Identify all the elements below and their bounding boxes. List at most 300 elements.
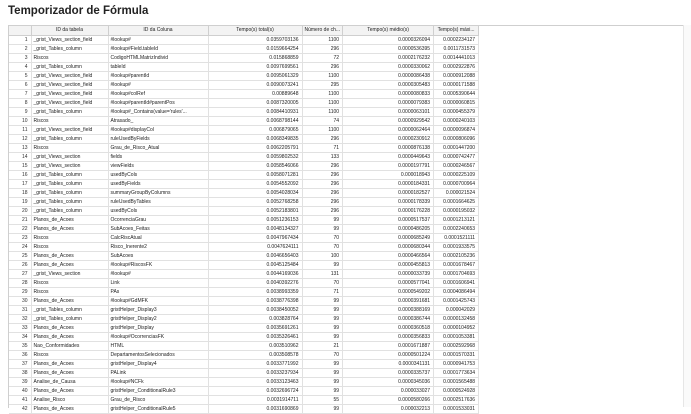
column-id-cell[interactable]: SubAcoes_Feitas	[108, 225, 208, 234]
max-time-cell[interactable]: 0.0002234127	[434, 36, 479, 45]
calls-cell[interactable]: 74	[302, 117, 343, 126]
row-number[interactable]: 21	[9, 216, 31, 225]
calls-cell[interactable]: 1100	[302, 108, 343, 117]
table-id-cell[interactable]: _grist_Views_section_field	[31, 90, 108, 99]
table-id-cell[interactable]: Riscos	[31, 279, 108, 288]
column-id-cell[interactable]: CalcRiscAtual	[108, 234, 208, 243]
table-id-cell[interactable]: Riscos	[31, 54, 108, 63]
total-time-cell[interactable]: 0.0048134327	[208, 225, 302, 234]
calls-cell[interactable]: 70	[302, 234, 343, 243]
table-row[interactable]	[9, 81, 479, 90]
avg-time-cell[interactable]: 0.0000517537	[343, 216, 434, 225]
total-time-cell[interactable]: 0.0097699561	[208, 63, 302, 72]
table-id-cell[interactable]: Planos_de_Acoes	[31, 369, 108, 378]
avg-time-cell[interactable]: 0.0000176228	[343, 207, 434, 216]
total-time-cell[interactable]: 0.0090073241	[208, 81, 302, 90]
total-time-cell[interactable]: 0.0058071281	[208, 171, 302, 180]
table-row[interactable]	[9, 405, 479, 414]
max-time-cell[interactable]: 0.0000132458	[434, 315, 479, 324]
table-row[interactable]	[9, 234, 479, 243]
max-time-cell[interactable]: 0.0000104952	[434, 324, 479, 333]
total-time-cell[interactable]: 0.0035326461	[208, 333, 302, 342]
total-time-cell[interactable]: 0.0054552092	[208, 180, 302, 189]
max-time-cell[interactable]: 0.0001533031	[434, 405, 479, 414]
column-header-total-time[interactable]: Tempo(s) total(s)	[208, 26, 302, 36]
avg-time-cell[interactable]: 0.0000080833	[343, 90, 434, 99]
table-row[interactable]	[9, 135, 479, 144]
table-id-cell[interactable]: _grist_Tables_column	[31, 135, 108, 144]
row-number[interactable]: 12	[9, 135, 31, 144]
table-row[interactable]	[9, 90, 479, 99]
table-id-cell[interactable]: _grist_Views_section	[31, 153, 108, 162]
column-id-cell[interactable]: Atrasado_	[108, 117, 208, 126]
column-header-column-id[interactable]: ID da Coluna	[108, 26, 208, 36]
table-row[interactable]	[9, 63, 479, 72]
table-id-cell[interactable]: _grist_Tables_column	[31, 306, 108, 315]
table-id-cell[interactable]: _grist_Views_section_field	[31, 99, 108, 108]
max-time-cell[interactable]: 0.0001425743	[434, 297, 479, 306]
column-id-cell[interactable]: ruleUsedByTables	[108, 198, 208, 207]
table-id-cell[interactable]: Planos_de_Acoes	[31, 297, 108, 306]
calls-cell[interactable]: 99	[302, 369, 343, 378]
calls-cell[interactable]: 296	[302, 63, 343, 72]
column-id-cell[interactable]: HTML	[108, 342, 208, 351]
row-number[interactable]: 29	[9, 288, 31, 297]
avg-time-cell[interactable]: 0.0000063101	[343, 108, 434, 117]
total-time-cell[interactable]: 0.0059802532	[208, 153, 302, 162]
total-time-cell[interactable]: 0.0047967434	[208, 234, 302, 243]
table-row[interactable]	[9, 387, 479, 396]
calls-cell[interactable]: 72	[302, 54, 343, 63]
total-time-cell[interactable]: 0.0038450052	[208, 306, 302, 315]
total-time-cell[interactable]: 0.015868859	[208, 54, 302, 63]
calls-cell[interactable]: 99	[302, 387, 343, 396]
calls-cell[interactable]: 99	[302, 360, 343, 369]
row-number[interactable]: 36	[9, 351, 31, 360]
column-id-cell[interactable]: SubAcoes	[108, 252, 208, 261]
calls-cell[interactable]: 131	[302, 270, 343, 279]
column-id-cell[interactable]: gristHelper_ConditionalRule3	[108, 387, 208, 396]
max-time-cell[interactable]: 0.0002922876	[434, 63, 479, 72]
row-number[interactable]: 22	[9, 225, 31, 234]
calls-cell[interactable]: 99	[302, 216, 343, 225]
table-row[interactable]	[9, 369, 479, 378]
column-id-cell[interactable]: #lookup#OcorrenciasFK	[108, 333, 208, 342]
table-row[interactable]	[9, 153, 479, 162]
row-number[interactable]: 42	[9, 405, 31, 414]
calls-cell[interactable]: 99	[302, 225, 343, 234]
calls-cell[interactable]: 100	[302, 252, 343, 261]
column-id-cell[interactable]: #lookup#	[108, 36, 208, 45]
table-row[interactable]	[9, 117, 479, 126]
table-row[interactable]	[9, 198, 479, 207]
column-id-cell[interactable]: #lookup#	[108, 81, 208, 90]
column-id-cell[interactable]: Link	[108, 279, 208, 288]
column-id-cell[interactable]: #lookup#Field.tableId	[108, 45, 208, 54]
table-row[interactable]	[9, 261, 479, 270]
total-time-cell[interactable]: 0.003510962	[208, 342, 302, 351]
total-time-cell[interactable]: 0.0033771992	[208, 360, 302, 369]
column-id-cell[interactable]: #lookup#RiscosFK	[108, 261, 208, 270]
calls-cell[interactable]: 70	[302, 243, 343, 252]
table-row[interactable]	[9, 126, 479, 135]
total-time-cell[interactable]: 0.0068798144	[208, 117, 302, 126]
avg-time-cell[interactable]: 0.0001671887	[343, 342, 434, 351]
avg-time-cell[interactable]: 0.000018943	[343, 171, 434, 180]
max-time-cell[interactable]: 0.0005390644	[434, 90, 479, 99]
table-row[interactable]	[9, 360, 479, 369]
calls-cell[interactable]: 296	[302, 135, 343, 144]
calls-cell[interactable]: 70	[302, 279, 343, 288]
calls-cell[interactable]: 296	[302, 162, 343, 171]
avg-time-cell[interactable]: 0.0000197791	[343, 162, 434, 171]
row-number[interactable]: 5	[9, 72, 31, 81]
total-time-cell[interactable]: 0.0084410931	[208, 108, 302, 117]
row-number-header[interactable]	[9, 26, 31, 36]
column-id-cell[interactable]: #lookup#	[108, 270, 208, 279]
table-id-cell[interactable]: _grist_Views_section_field	[31, 36, 108, 45]
row-number[interactable]: 23	[9, 234, 31, 243]
table-id-cell[interactable]: Planos_de_Acoes	[31, 360, 108, 369]
calls-cell[interactable]: 99	[302, 405, 343, 414]
max-time-cell[interactable]: 0.0014441013	[434, 54, 479, 63]
row-number[interactable]: 2	[9, 45, 31, 54]
table-id-cell[interactable]: Planos_de_Acoes	[31, 225, 108, 234]
total-time-cell[interactable]: 0.0095061329	[208, 72, 302, 81]
column-id-cell[interactable]: usedByCols	[108, 171, 208, 180]
table-row[interactable]	[9, 171, 479, 180]
total-time-cell[interactable]: 0.00889648	[208, 90, 302, 99]
column-id-cell[interactable]: OcorrenciaGrau	[108, 216, 208, 225]
column-id-cell[interactable]: #lookup#_Contains(value='rules'...	[108, 108, 208, 117]
calls-cell[interactable]: 296	[302, 45, 343, 54]
max-time-cell[interactable]: 0.0001606941	[434, 279, 479, 288]
calls-cell[interactable]: 296	[302, 171, 343, 180]
total-time-cell[interactable]: 0.0033123463	[208, 378, 302, 387]
table-id-cell[interactable]: _grist_Tables_column	[31, 171, 108, 180]
max-time-cell[interactable]: 0.0000225109	[434, 171, 479, 180]
table-id-cell[interactable]: Planos_de_Acoes	[31, 333, 108, 342]
total-time-cell[interactable]: 0.0087320005	[208, 99, 302, 108]
table-row[interactable]	[9, 54, 479, 63]
table-id-cell[interactable]: _grist_Tables_column	[31, 198, 108, 207]
total-time-cell[interactable]: 0.003828764	[208, 315, 302, 324]
avg-time-cell[interactable]: 0.0000335737	[343, 369, 434, 378]
table-row[interactable]	[9, 333, 479, 342]
table-id-cell[interactable]: Planos_de_Acoes	[31, 324, 108, 333]
calls-cell[interactable]: 99	[302, 378, 343, 387]
column-id-cell[interactable]: gristHelper_Display4	[108, 360, 208, 369]
calls-cell[interactable]: 296	[302, 180, 343, 189]
table-id-cell[interactable]: Planos_de_Acoes	[31, 261, 108, 270]
max-time-cell[interactable]: 0.0002240653	[434, 225, 479, 234]
max-time-cell[interactable]: 0.0000912088	[434, 72, 479, 81]
calls-cell[interactable]: 296	[302, 189, 343, 198]
avg-time-cell[interactable]: 0.0000182527	[343, 189, 434, 198]
column-header-max-time[interactable]: Tempo(s) máxi...	[434, 26, 479, 36]
row-number[interactable]: 19	[9, 198, 31, 207]
avg-time-cell[interactable]: 0.0000391681	[343, 297, 434, 306]
vertical-scrollbar[interactable]	[683, 25, 691, 407]
avg-time-cell[interactable]: 0.0000326094	[343, 36, 434, 45]
max-time-cell[interactable]: 0.0001933575	[434, 243, 479, 252]
calls-cell[interactable]: 99	[302, 261, 343, 270]
table-row[interactable]	[9, 342, 479, 351]
row-number[interactable]: 4	[9, 63, 31, 72]
table-id-cell[interactable]: _grist_Tables_column	[31, 207, 108, 216]
table-row[interactable]	[9, 288, 479, 297]
total-time-cell[interactable]: 0.006879065	[208, 126, 302, 135]
column-id-cell[interactable]: Grau_de_Risco	[108, 396, 208, 405]
row-number[interactable]: 26	[9, 261, 31, 270]
column-header-avg-time[interactable]: Tempo(s) médio(s)	[343, 26, 434, 36]
row-number[interactable]: 18	[9, 189, 31, 198]
avg-time-cell[interactable]: 0.0000486205	[343, 225, 434, 234]
row-number[interactable]: 10	[9, 117, 31, 126]
calls-cell[interactable]: 99	[302, 324, 343, 333]
table-id-cell[interactable]: Riscos	[31, 351, 108, 360]
row-number[interactable]: 9	[9, 108, 31, 117]
total-time-cell[interactable]: 0.0047624111	[208, 243, 302, 252]
row-number[interactable]: 38	[9, 369, 31, 378]
column-id-cell[interactable]: summaryGroupByColumns	[108, 189, 208, 198]
row-number[interactable]: 16	[9, 171, 31, 180]
total-time-cell[interactable]: 0.0046656403	[208, 252, 302, 261]
table-id-cell[interactable]: _grist_Tables_column	[31, 45, 108, 54]
column-id-cell[interactable]: PAs	[108, 288, 208, 297]
column-id-cell[interactable]: #lookup#colRef	[108, 90, 208, 99]
max-time-cell[interactable]: 0.0002105236	[434, 252, 479, 261]
row-number[interactable]: 11	[9, 126, 31, 135]
table-row[interactable]	[9, 396, 479, 405]
table-id-cell[interactable]: Riscos	[31, 234, 108, 243]
table-row[interactable]	[9, 351, 479, 360]
avg-time-cell[interactable]: 0.0000360518	[343, 324, 434, 333]
table-row[interactable]	[9, 180, 479, 189]
table-id-cell[interactable]: _grist_Tables_column	[31, 63, 108, 72]
calls-cell[interactable]: 296	[302, 207, 343, 216]
row-number[interactable]: 3	[9, 54, 31, 63]
total-time-cell[interactable]: 0.0062205791	[208, 144, 302, 153]
max-time-cell[interactable]: 0.0001664625	[434, 198, 479, 207]
max-time-cell[interactable]: 0.0000941753	[434, 360, 479, 369]
row-number[interactable]: 34	[9, 333, 31, 342]
max-time-cell[interactable]: 0.0001678467	[434, 261, 479, 270]
max-time-cell[interactable]: 0.0000060815	[434, 99, 479, 108]
column-id-cell[interactable]: usedByFields	[108, 180, 208, 189]
table-row[interactable]	[9, 252, 479, 261]
table-id-cell[interactable]: Planos_de_Acoes	[31, 216, 108, 225]
column-header-table-id[interactable]: ID da tabela	[31, 26, 108, 36]
row-number[interactable]: 39	[9, 378, 31, 387]
column-id-cell[interactable]: #lookup#NCFk	[108, 378, 208, 387]
total-time-cell[interactable]: 0.0031690869	[208, 405, 302, 414]
avg-time-cell[interactable]: 0.0000356833	[343, 333, 434, 342]
calls-cell[interactable]: 99	[302, 306, 343, 315]
row-number[interactable]: 20	[9, 207, 31, 216]
max-time-cell[interactable]: 0.0000171588	[434, 81, 479, 90]
max-time-cell[interactable]: 0.0000195032	[434, 207, 479, 216]
avg-time-cell[interactable]: 0.0000455813	[343, 261, 434, 270]
avg-time-cell[interactable]: 0.0000466564	[343, 252, 434, 261]
calls-cell[interactable]: 99	[302, 315, 343, 324]
total-time-cell[interactable]: 0.0033237934	[208, 369, 302, 378]
column-id-cell[interactable]: #lookup#GdMFK	[108, 297, 208, 306]
table-id-cell[interactable]: Riscos	[31, 243, 108, 252]
max-time-cell[interactable]: 0.0001521111	[434, 234, 479, 243]
row-number[interactable]: 30	[9, 297, 31, 306]
total-time-cell[interactable]: 0.0051236153	[208, 216, 302, 225]
max-time-cell[interactable]: 0.0001053381	[434, 333, 479, 342]
avg-time-cell[interactable]: 0.0000388169	[343, 306, 434, 315]
table-id-cell[interactable]: Planos_de_Acoes	[31, 252, 108, 261]
column-header-calls[interactable]: Número de ch...	[302, 26, 343, 36]
calls-cell[interactable]: 1100	[302, 72, 343, 81]
total-time-cell[interactable]: 0.0359703136	[208, 36, 302, 45]
max-time-cell[interactable]: 0.0001213121	[434, 216, 479, 225]
table-id-cell[interactable]: Planos_de_Acoes	[31, 405, 108, 414]
total-time-cell[interactable]: 0.0038776398	[208, 297, 302, 306]
calls-cell[interactable]: 99	[302, 297, 343, 306]
table-id-cell[interactable]: Analise_Risco	[31, 396, 108, 405]
table-id-cell[interactable]: Riscos	[31, 144, 108, 153]
max-time-cell[interactable]: 0.000021524	[434, 189, 479, 198]
max-time-cell[interactable]: 0.0011731573	[434, 45, 479, 54]
column-id-cell[interactable]: #lookup#parentId	[108, 72, 208, 81]
row-number[interactable]: 35	[9, 342, 31, 351]
avg-time-cell[interactable]: 0.0000680344	[343, 243, 434, 252]
max-time-cell[interactable]: 0.000042029	[434, 306, 479, 315]
row-number[interactable]: 28	[9, 279, 31, 288]
avg-time-cell[interactable]: 0.0000501224	[343, 351, 434, 360]
column-id-cell[interactable]: Risco_Inerente2	[108, 243, 208, 252]
column-id-cell[interactable]: PALink	[108, 369, 208, 378]
formula-timer-grid[interactable]	[8, 25, 684, 412]
table-row[interactable]	[9, 72, 479, 81]
column-id-cell[interactable]: viewFields	[108, 162, 208, 171]
total-time-cell[interactable]: 0.0052768258	[208, 198, 302, 207]
avg-time-cell[interactable]: 0.0000386744	[343, 315, 434, 324]
table-row[interactable]	[9, 297, 479, 306]
column-id-cell[interactable]: gristHelper_Display	[108, 324, 208, 333]
calls-cell[interactable]: 1100	[302, 126, 343, 135]
calls-cell[interactable]: 296	[302, 198, 343, 207]
total-time-cell[interactable]: 0.0054028034	[208, 189, 302, 198]
avg-time-cell[interactable]: 0.0000577041	[343, 279, 434, 288]
max-time-cell[interactable]: 0.0001565488	[434, 378, 479, 387]
table-id-cell[interactable]: _grist_Views_section_field	[31, 72, 108, 81]
row-number[interactable]: 7	[9, 90, 31, 99]
avg-time-cell[interactable]: 0.0000536395	[343, 45, 434, 54]
table-row[interactable]	[9, 36, 479, 45]
column-id-cell[interactable]: gristHelper_Display2	[108, 315, 208, 324]
table-row[interactable]	[9, 315, 479, 324]
avg-time-cell[interactable]: 0.0000305483	[343, 81, 434, 90]
max-time-cell[interactable]: 0.0000096874	[434, 126, 479, 135]
table-id-cell[interactable]: _grist_Tables_column	[31, 315, 108, 324]
avg-time-cell[interactable]: 0.0000330062	[343, 63, 434, 72]
avg-time-cell[interactable]: 0.0000876138	[343, 144, 434, 153]
table-id-cell[interactable]: Riscos	[31, 117, 108, 126]
avg-time-cell[interactable]: 0.000033027	[343, 387, 434, 396]
total-time-cell[interactable]: 0.0068349835	[208, 135, 302, 144]
avg-time-cell[interactable]: 0.0000345036	[343, 378, 434, 387]
table-id-cell[interactable]: Planos_de_Acoes	[31, 387, 108, 396]
table-id-cell[interactable]: _grist_Tables_column	[31, 108, 108, 117]
max-time-cell[interactable]: 0.0002517636	[434, 396, 479, 405]
row-number[interactable]: 31	[9, 306, 31, 315]
table-id-cell[interactable]: _grist_Views_section_field	[31, 126, 108, 135]
table-row[interactable]	[9, 207, 479, 216]
max-time-cell[interactable]: 0.0000246567	[434, 162, 479, 171]
table-row[interactable]	[9, 324, 479, 333]
table-id-cell[interactable]: _grist_Views_section	[31, 270, 108, 279]
max-time-cell[interactable]: 0.0002592968	[434, 342, 479, 351]
table-row[interactable]	[9, 270, 479, 279]
total-time-cell[interactable]: 0.0035691261	[208, 324, 302, 333]
avg-time-cell[interactable]: 0.000032213	[343, 405, 434, 414]
table-row[interactable]	[9, 279, 479, 288]
avg-time-cell[interactable]: 0.0000580266	[343, 396, 434, 405]
table-row[interactable]	[9, 225, 479, 234]
avg-time-cell[interactable]: 0.0000685249	[343, 234, 434, 243]
row-number[interactable]: 8	[9, 99, 31, 108]
avg-time-cell[interactable]: 0.0000086438	[343, 72, 434, 81]
total-time-cell[interactable]: 0.003508578	[208, 351, 302, 360]
max-time-cell[interactable]: 0.0001704693	[434, 270, 479, 279]
column-id-cell[interactable]: gristHelper_Display3	[108, 306, 208, 315]
calls-cell[interactable]: 21	[302, 342, 343, 351]
max-time-cell[interactable]: 0.0001447200	[434, 144, 479, 153]
row-number[interactable]: 6	[9, 81, 31, 90]
column-id-cell[interactable]: CodigoHTMLMatrizIndivid	[108, 54, 208, 63]
total-time-cell[interactable]: 0.0045125484	[208, 261, 302, 270]
table-id-cell[interactable]: Nao_Conformidades	[31, 342, 108, 351]
table-row[interactable]	[9, 189, 479, 198]
calls-cell[interactable]: 70	[302, 351, 343, 360]
column-id-cell[interactable]: gristHelper_ConditionalRule5	[108, 405, 208, 414]
column-id-cell[interactable]: fields	[108, 153, 208, 162]
avg-time-cell[interactable]: 0.0000230912	[343, 135, 434, 144]
table-id-cell[interactable]: _grist_Tables_column	[31, 189, 108, 198]
table-id-cell[interactable]: _grist_Views_section_field	[31, 81, 108, 90]
max-time-cell[interactable]: 0.0000455379	[434, 108, 479, 117]
table-row[interactable]	[9, 144, 479, 153]
table-id-cell[interactable]: Analise_de_Causa	[31, 378, 108, 387]
table-row[interactable]	[9, 45, 479, 54]
calls-cell[interactable]: 1100	[302, 90, 343, 99]
column-id-cell[interactable]: tableId	[108, 63, 208, 72]
calls-cell[interactable]: 1100	[302, 36, 343, 45]
row-number[interactable]: 41	[9, 396, 31, 405]
avg-time-cell[interactable]: 0.0000033739	[343, 270, 434, 279]
calls-cell[interactable]: 71	[302, 288, 343, 297]
total-time-cell[interactable]: 0.0052183801	[208, 207, 302, 216]
max-time-cell[interactable]: 0.0000240103	[434, 117, 479, 126]
avg-time-cell[interactable]: 0.0000341131	[343, 360, 434, 369]
total-time-cell[interactable]: 0.0044169036	[208, 270, 302, 279]
calls-cell[interactable]: 99	[302, 333, 343, 342]
avg-time-cell[interactable]: 0.0000449643	[343, 153, 434, 162]
table-row[interactable]	[9, 99, 479, 108]
calls-cell[interactable]: 133	[302, 153, 343, 162]
row-number[interactable]: 24	[9, 243, 31, 252]
avg-time-cell[interactable]: 0.0000184331	[343, 180, 434, 189]
row-number[interactable]: 13	[9, 144, 31, 153]
calls-cell[interactable]: 295	[302, 81, 343, 90]
max-time-cell[interactable]: 0.0001773634	[434, 369, 479, 378]
row-number[interactable]: 14	[9, 153, 31, 162]
